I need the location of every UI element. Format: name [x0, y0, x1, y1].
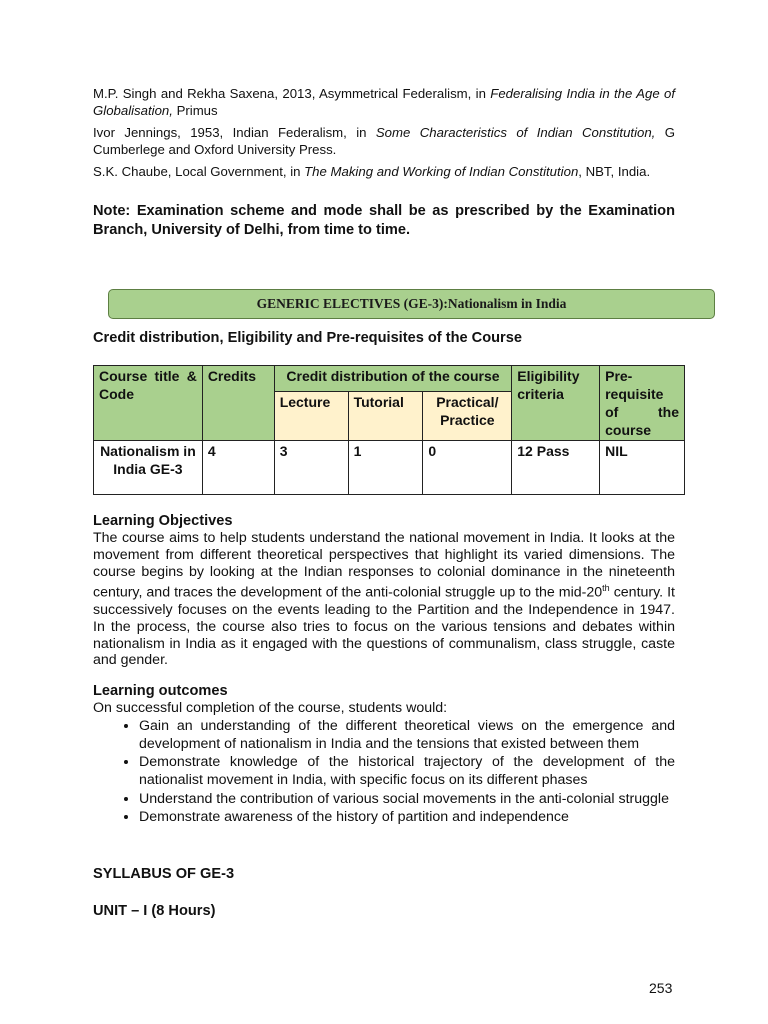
- banner-prefix: GENERIC ELECTIVES (GE-3):: [256, 296, 448, 311]
- reference-item: M.P. Singh and Rekha Saxena, 2013, Asymmetrical Federalism, in Federalising India in the Age of Globalisation, Primus: [93, 86, 675, 118]
- unit-heading: UNIT – I (8 Hours): [93, 903, 216, 919]
- objectives-heading: Learning Objectives: [93, 513, 233, 529]
- header-lecture: Lecture: [274, 392, 348, 441]
- outcomes-intro: On successful completion of the course, students would:: [93, 700, 448, 716]
- list-item: • Gain an understanding of the different theoretical views on the emergence and development of nationalism in India and the tensions that existed between them: [139, 717, 675, 753]
- reference-item: S.K. Chaube, Local Government, in The Making and Working of Indian Constitution, NBT, India.: [93, 164, 651, 180]
- header-tutorial: Tutorial: [348, 392, 423, 441]
- list-item: • Demonstrate knowledge of the historical trajectory of the development of the nationalist movement in India, with specific focus on its different phases: [139, 753, 675, 789]
- objectives-text: The course aims to help students understand the national movement in India. It looks at the movement from different theoretical perspectives that highlight its varied dimensions. The course begins by looking at the Indian responses to colonial dominance in the nineteenth century, and traces the development of the anti-colonial struggle up to the mid-20th century. It successively focuses on the events leading to the Partition and the Independence in 1947. In the process, the course also tries to focus on the various tensions and debates within nationalism in India as it engaged with the questions of communalism, class struggle, caste and gender.: [93, 530, 675, 669]
- header-eligibility: Eligibility criteria: [512, 366, 600, 441]
- table-row: [94, 441, 685, 495]
- reference-item: Ivor Jennings, 1953, Indian Federalism, in Some Characteristics of Indian Constitution, G Cumberlege and Oxford University Press.: [93, 125, 675, 157]
- syllabus-heading: SYLLABUS OF GE-3: [93, 866, 235, 882]
- credit-table: [93, 365, 685, 495]
- cell-prerequisite: NIL: [600, 441, 685, 495]
- header-practical: Practical/ Practice: [423, 392, 512, 441]
- banner-title: Nationalism in India: [447, 296, 567, 311]
- header-course-title: Course title & Code: [94, 366, 203, 441]
- cell-lecture: 3: [274, 441, 348, 495]
- header-credit-distribution: Credit distribution of the course: [274, 366, 512, 392]
- credit-heading: Credit distribution, Eligibility and Pre-requisites of the Course: [93, 330, 522, 346]
- header-prerequisite: Pre-requisite of the course: [600, 366, 685, 441]
- cell-practical: 0: [423, 441, 512, 495]
- learning-outcomes: [93, 682, 675, 826]
- cell-credits: 4: [202, 441, 274, 495]
- cell-course: Nationalism in India GE-3: [94, 441, 203, 495]
- cell-tutorial: 1: [348, 441, 423, 495]
- learning-objectives: [93, 512, 675, 669]
- exam-note: Note: Examination scheme and mode shall be as prescribed by the Examination Branch, University of Delhi, from time to time.: [93, 202, 675, 238]
- cell-eligibility: 12 Pass: [512, 441, 600, 495]
- page-number: 253: [649, 980, 673, 996]
- list-item: • Demonstrate awareness of the history of partition and independence: [139, 808, 675, 826]
- outcomes-list: [93, 717, 675, 826]
- header-credits: Credits: [202, 366, 274, 441]
- references-block: [93, 86, 675, 240]
- list-item: • Understand the contribution of various social movements in the anti-colonial struggle: [139, 790, 675, 808]
- course-banner: [108, 289, 715, 319]
- outcomes-heading: Learning outcomes: [93, 683, 228, 699]
